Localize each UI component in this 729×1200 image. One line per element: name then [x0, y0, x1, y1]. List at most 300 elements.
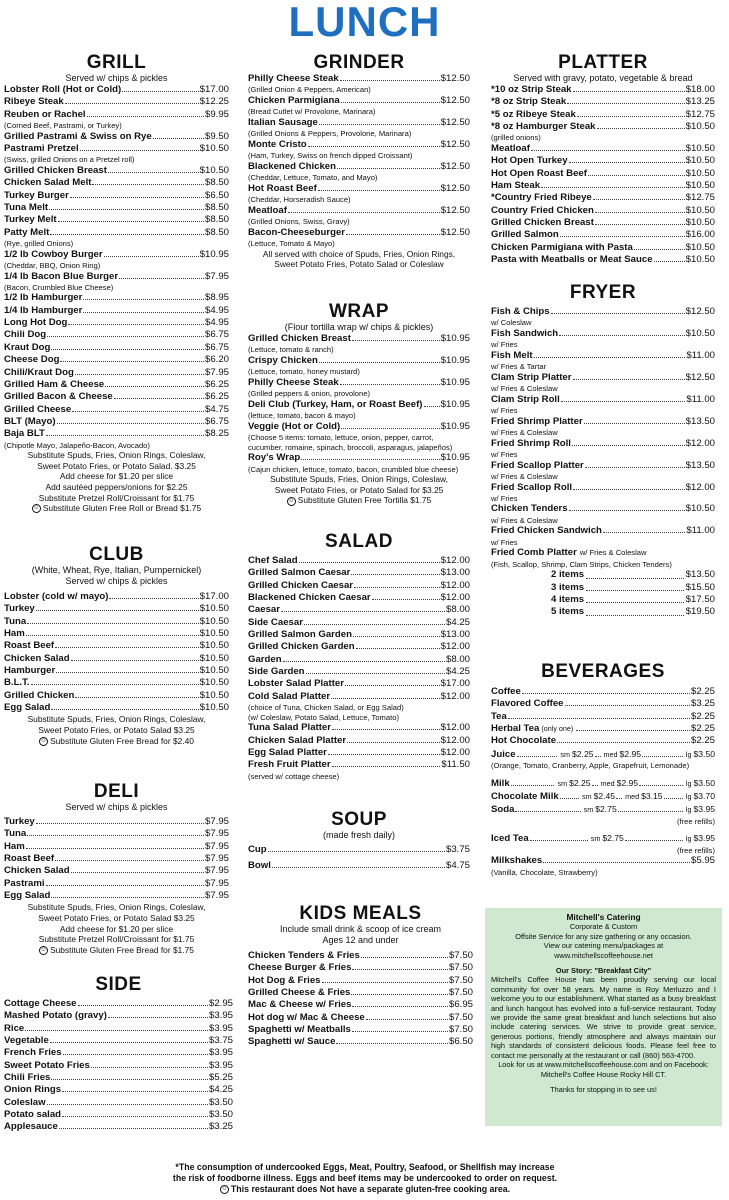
dot-leader	[306, 673, 445, 674]
kids-subtitle-ages: Ages 12 and under	[322, 935, 399, 945]
catering-box	[485, 908, 722, 1126]
menu-item-note: w/ Coleslaw	[491, 318, 532, 328]
menu-item-name: Cold Salad Platter	[248, 690, 331, 702]
menu-item-row	[4, 1035, 233, 1047]
menu-item-name: *Country Fried Ribeye	[491, 192, 592, 204]
beverage-row	[491, 686, 715, 698]
menu-item-name: Chicken Tenders & Fries	[248, 950, 360, 961]
info-line: Substitute Spuds, Fries, Onion Rings, Coleslaw,	[27, 902, 206, 913]
gluten-free-icon: ☺	[33, 505, 40, 512]
menu-item-row	[4, 690, 229, 702]
dot-leader	[87, 116, 204, 117]
menu-item-note: (Grilled Onion & Peppers, American)	[248, 85, 371, 95]
menu-item-name: Chicken Salad	[4, 865, 70, 877]
menu-item-price: $7.50	[448, 1011, 473, 1023]
menu-item-note: (Lettuce, tomato, honey mustard)	[248, 367, 360, 377]
size-label-med: med	[603, 749, 618, 759]
menu-item-name: Long Hot Dog	[4, 317, 68, 329]
menu-item-name: Mac & Cheese w/ Fries	[248, 999, 352, 1011]
menu-item-row	[4, 1023, 233, 1035]
menu-item-name: Grilled Ham & Cheese	[4, 378, 105, 390]
dot-leader	[332, 729, 440, 730]
kids-items	[248, 950, 473, 1049]
size-label-sm: sm	[581, 792, 592, 801]
menu-item-row	[4, 329, 229, 341]
menu-item-row	[248, 592, 470, 604]
dot-leader	[603, 532, 685, 533]
size-label-med: med	[600, 778, 615, 788]
menu-item-price: $10.50	[199, 164, 229, 176]
menu-item-price: $17.00	[440, 678, 470, 690]
menu-item-price: $12.75	[685, 192, 715, 204]
dot-leader	[595, 756, 601, 757]
beverage-price-med: $2.95	[616, 777, 639, 788]
dot-leader	[543, 862, 690, 863]
menu-item-price: $10.50	[199, 603, 229, 615]
dot-leader	[586, 606, 684, 615]
dot-leader	[318, 190, 440, 191]
menu-item-row	[248, 735, 470, 747]
menu-item-name: Grilled Chicken Garden	[248, 641, 355, 653]
menu-item-row	[248, 987, 473, 999]
menu-item-row	[248, 1036, 473, 1048]
dot-leader	[634, 249, 685, 250]
menu-item-name: Chicken Parmigiana with Pasta	[491, 241, 633, 253]
beverage-row	[491, 832, 715, 845]
dot-leader	[352, 1006, 448, 1007]
menu-item-row	[248, 604, 470, 616]
dot-leader	[573, 91, 685, 92]
info-line: Substitute Spuds, Fries, Onion Rings, Coleslaw,	[27, 714, 206, 725]
menu-item-row	[4, 890, 229, 902]
dot-leader	[522, 693, 690, 694]
dot-leader	[55, 647, 199, 648]
dot-leader	[551, 313, 685, 314]
dot-leader	[572, 445, 685, 446]
fryer-combo-row	[491, 547, 715, 559]
menu-item-name: Turkey Melt	[4, 214, 57, 226]
menu-item-name: Cup	[248, 844, 267, 855]
club-subtitle-served: Served w/ chips & pickles	[65, 576, 168, 586]
menu-item-row	[248, 95, 470, 107]
menu-item-row	[4, 165, 229, 177]
menu-item-row	[248, 377, 470, 389]
menu-item-row	[4, 628, 229, 640]
menu-item-note: (Cheddar, Lettuce, Tomato, and Mayo)	[248, 173, 378, 183]
info-line: Substitute Pretzel Roll/Croissant for $1.75	[38, 934, 195, 945]
grill-gf-note	[4, 503, 229, 514]
menu-item-price: $6.75	[204, 415, 229, 427]
menu-item-price: $3.75	[445, 844, 470, 855]
menu-item-row	[4, 998, 233, 1010]
menu-item-price: $17.00	[199, 591, 229, 602]
menu-item-name: Grilled Cheese & Fries	[248, 987, 351, 999]
menu-item-price: $10.50	[199, 652, 229, 664]
menu-item-price: $10.95	[440, 354, 470, 366]
fryer-combo-note: (Fish, Scallop, Shrimp, Clam Strips, Chicken Tenders)	[491, 559, 672, 569]
dot-leader	[331, 698, 440, 699]
size-label-lg: lg	[685, 749, 692, 759]
menu-item-row	[4, 177, 229, 189]
menu-item-name: Applesauce	[4, 1121, 58, 1133]
dot-leader	[26, 635, 199, 636]
menu-item-price: $9.50	[204, 130, 229, 142]
menu-item-name: Chicken Salad Platter	[248, 734, 347, 746]
menu-item-price: $3.50	[208, 1109, 233, 1121]
menu-item-name: Meatloaf	[248, 204, 287, 216]
menu-item-row	[248, 722, 470, 734]
menu-item-price: $4.75	[445, 860, 470, 872]
beverage-price: $3.25	[690, 698, 715, 710]
menu-item-price: $6.25	[204, 378, 229, 390]
menu-item-name: Tuna Salad Platter	[248, 722, 331, 734]
menu-item-price: $10.95	[440, 452, 470, 464]
gluten-free-icon: ☺	[40, 947, 47, 954]
menu-item-price: $3.25	[208, 1121, 233, 1133]
menu-item-price: $4.95	[204, 304, 229, 316]
menu-item-row	[491, 503, 715, 515]
beverage-price-med: $3.15	[641, 791, 663, 801]
menu-item-row	[248, 452, 470, 464]
beverage-row	[491, 748, 715, 761]
beverage-row	[491, 735, 715, 747]
menu-item-name: Chili Fries	[4, 1072, 51, 1084]
menu-item-price: $2.95	[208, 998, 233, 1009]
menu-item-price: $12.50	[440, 204, 470, 216]
info-line: Sweet Potato Fries, Potato Salad or Coleslaw	[274, 259, 444, 270]
menu-item-price: $10.50	[685, 241, 715, 253]
dot-leader	[268, 851, 445, 852]
beverage-name: Flavored Coffee	[491, 698, 564, 710]
menu-item-row	[4, 190, 229, 202]
menu-item-name: *5 oz Ribeye Steak	[491, 108, 576, 120]
soup-items	[248, 844, 470, 873]
menu-item-price: $3.95	[208, 1059, 233, 1071]
menu-item-note: (Corned Beef, Pastrami, or Turkey)	[4, 121, 122, 131]
menu-item-name: Hot Roast Beef	[248, 182, 317, 194]
menu-item-name: Fried Scallop Platter	[491, 459, 584, 471]
dot-leader	[354, 587, 440, 588]
info-line: Substitute Pretzel Roll/Croissant for $1.75	[38, 492, 195, 503]
combo-size-label: 5 items	[551, 606, 585, 618]
dot-leader	[47, 336, 204, 337]
fryer-combo-name: Fried Comb Platter	[491, 547, 577, 559]
menu-item-name: Kraut Dog	[4, 341, 51, 353]
menu-item-note: (Cheddar, Horseradish Sauce)	[248, 195, 351, 205]
dot-leader	[108, 1017, 208, 1018]
dot-leader	[47, 1104, 208, 1105]
menu-item-price: $12.75	[685, 108, 715, 120]
beverage-price: $2.25	[690, 686, 715, 697]
menu-item-row	[4, 1109, 233, 1121]
combo-size-label: 4 items	[551, 593, 585, 605]
dot-leader	[319, 362, 440, 363]
menu-item-row	[248, 654, 470, 666]
dot-leader	[65, 103, 199, 104]
menu-item-name: B.L.T.	[4, 677, 30, 689]
wrap-gf-note	[248, 495, 470, 506]
dot-leader	[573, 379, 685, 380]
dot-leader	[63, 1054, 208, 1055]
menu-item-name: 1/2 lb Cowboy Burger	[4, 248, 103, 260]
dot-leader	[68, 324, 204, 325]
menu-item-row	[4, 702, 229, 714]
size-label-sm: sm	[557, 778, 568, 788]
menu-item-name: Lobster Salad Platter	[248, 678, 344, 690]
menu-item-name: Blackened Chicken Caesar	[248, 592, 371, 604]
info-line: www.mitchellscoffeehouse.net	[554, 950, 653, 960]
menu-item-price: $7.50	[448, 974, 473, 986]
menu-item-note: w/ Fries & Coleslaw	[491, 428, 558, 438]
menu-item-price: $10.50	[685, 327, 715, 339]
menu-item-row	[248, 355, 470, 367]
menu-item-name: Grilled Bacon & Cheese	[4, 391, 113, 403]
menu-item-price: $10.95	[440, 398, 470, 410]
menu-item-name: Grilled Salmon Caesar	[248, 567, 351, 579]
dot-leader	[346, 234, 440, 235]
grill-gf-text: Substitute Gluten Free Roll or Bread $1.75	[42, 503, 202, 514]
catering-thanks: Thanks for stopping in to see us!	[550, 1084, 657, 1094]
dot-leader	[573, 489, 685, 490]
dot-leader	[560, 236, 685, 237]
dot-leader	[46, 435, 204, 436]
menu-item-row	[4, 640, 229, 652]
wrap-gf-text: Substitute Gluten Free Tortilla $1.75	[297, 495, 432, 506]
menu-item-note: (Swiss, grilled Onions on a Pretzel roll)	[4, 155, 135, 165]
beverages-heading: BEVERAGES	[541, 661, 665, 682]
dot-leader	[345, 685, 440, 686]
combo-size-price: $13.50	[685, 569, 715, 581]
menu-item-name: Fried Shrimp Roll	[491, 437, 571, 449]
menu-item-price: $12.50	[685, 371, 715, 383]
menu-item-row	[4, 131, 229, 143]
dot-leader	[337, 168, 440, 169]
menu-item-price: $7.95	[204, 270, 229, 282]
menu-item-row	[248, 666, 470, 678]
menu-item-row	[248, 421, 470, 433]
menu-item-price: $13.00	[440, 629, 470, 641]
menu-item-name: Grilled Salmon Garden	[248, 629, 352, 641]
dot-leader	[577, 116, 685, 117]
menu-item-price: $18.00	[685, 84, 715, 95]
menu-item-name: Fish & Chips	[491, 306, 550, 317]
menu-item-name: Hamburger	[4, 665, 56, 677]
menu-item-price: $10.50	[199, 665, 229, 677]
grinder-section	[248, 53, 470, 270]
dot-leader	[27, 623, 198, 624]
menu-item-row	[4, 84, 229, 96]
dot-leader	[531, 150, 685, 151]
beverage-name: Juice	[491, 748, 516, 760]
menu-item-price: $10.50	[199, 702, 229, 714]
menu-item-name: Tuna Melt	[4, 201, 49, 213]
dot-leader	[104, 256, 199, 257]
info-line: Add cheese for $1.20 per slice	[59, 471, 174, 482]
menu-item-row	[491, 121, 715, 133]
menu-item-name: Garden	[248, 653, 282, 665]
menu-item-row	[4, 853, 229, 865]
menu-item-price: $10.50	[199, 615, 229, 627]
combo-size-price: $19.50	[685, 606, 715, 618]
menu-item-price: $3.95	[208, 1010, 233, 1022]
platter-heading: PLATTER	[558, 52, 648, 73]
menu-item-price: $7.50	[448, 962, 473, 974]
menu-item-row	[4, 391, 229, 403]
menu-item-name: Grilled Salmon	[491, 229, 559, 241]
menu-item-name: Grilled Chicken Breast	[4, 164, 107, 176]
dot-leader	[25, 1030, 208, 1031]
menu-item-note: w/ Fries & Coleslaw	[491, 384, 558, 394]
menu-item-name: Fish Sandwich	[491, 327, 559, 339]
menu-item-name: Grilled Cheese	[4, 403, 72, 415]
menu-item-name: Fried Shrimp Platter	[491, 415, 583, 427]
beverage-price: $2.25	[690, 735, 715, 747]
dot-leader	[83, 312, 204, 313]
disclaimer-line-2: the risk of foodborne illness. Eggs and beef items may be undercooked to order on request.	[172, 1173, 558, 1183]
menu-item-name: Patty Melt	[4, 226, 50, 238]
dot-leader	[515, 811, 580, 812]
menu-item-name: Onion Rings	[4, 1084, 62, 1096]
dot-leader	[272, 867, 445, 868]
menu-item-price: $6.20	[204, 354, 229, 366]
dot-leader	[60, 361, 204, 362]
menu-item-row	[491, 482, 715, 494]
menu-item-row	[4, 1072, 233, 1084]
disclaimer-line-3	[60, 1184, 670, 1195]
menu-item-row	[4, 865, 229, 877]
menu-item-row	[4, 214, 229, 226]
menu-item-price: $3.95	[208, 1022, 233, 1034]
dot-leader	[366, 1019, 448, 1020]
dot-leader	[347, 742, 440, 743]
menu-item-note: (Choose 5 items: tomato, lettuce, onion, pepper, carrot,	[248, 433, 434, 443]
menu-item-name: Egg Salad	[4, 890, 51, 902]
menu-item-price: $10.50	[199, 689, 229, 701]
menu-item-price: $7.95	[204, 890, 229, 902]
menu-item-price: $12.50	[685, 306, 715, 317]
grinder-items	[248, 73, 470, 249]
menu-item-price: $3.50	[208, 1096, 233, 1108]
dot-leader	[62, 1116, 208, 1117]
menu-item-row	[491, 460, 715, 472]
fryer-combo-with: w/ Fries & Coleslaw	[579, 548, 647, 558]
menu-item-name: Turkey	[4, 816, 35, 827]
menu-item-price: $10.50	[199, 628, 229, 640]
club-items	[4, 591, 229, 714]
size-label-sm: sm	[583, 805, 594, 815]
menu-item-row	[491, 242, 715, 254]
menu-item-name: Rice	[4, 1022, 25, 1034]
menu-item-note: w/ Fries	[491, 537, 518, 547]
catering-title: Mitchell's Catering	[566, 912, 641, 922]
menu-item-row	[4, 367, 229, 379]
info-line: Add sautéed peppers/onions for $2.25	[45, 481, 188, 492]
menu-item-name: Crispy Chicken	[248, 354, 318, 366]
menu-item-note: (Grilled Onions, Swiss, Gravy)	[248, 216, 350, 226]
menu-item-row	[248, 117, 470, 129]
menu-item-price: $7.50	[448, 950, 473, 961]
dot-leader	[586, 569, 684, 578]
deli-gf-note	[4, 945, 229, 956]
dot-leader	[569, 162, 685, 163]
beverage-note: (free refills)	[677, 845, 715, 855]
dot-leader	[353, 636, 440, 637]
grill-heading: GRILL	[86, 52, 147, 73]
menu-item-name: Cheese Burger & Fries	[248, 962, 352, 974]
dot-leader	[424, 406, 440, 407]
beverage-price-med: $2.95	[619, 748, 642, 759]
menu-item-price: $11.50	[441, 759, 470, 771]
menu-item-name: 1/4 lb Bacon Blue Burger	[4, 270, 119, 282]
menu-item-row	[491, 109, 715, 121]
fryer-combo-sizes	[491, 569, 715, 618]
menu-item-row	[4, 109, 229, 121]
info-line: Sweet Potato Fries, or Potato Salad. $3.25	[37, 460, 196, 471]
dot-leader	[80, 150, 199, 151]
dot-leader	[51, 1079, 208, 1080]
menu-item-price: $10.95	[199, 248, 229, 260]
size-label-lg: lg	[685, 834, 692, 844]
dot-leader	[75, 374, 204, 375]
soup-subtitle: (made fresh daily)	[322, 830, 396, 840]
dot-leader	[78, 1005, 208, 1006]
menu-item-price: $7.95	[204, 816, 229, 827]
deli-heading: DELI	[93, 781, 140, 802]
menu-item-row	[248, 567, 470, 579]
info-line: Corporate & Custom	[569, 922, 638, 932]
menu-item-price: $12.50	[440, 226, 470, 238]
menu-item-name: Fish Melt	[491, 349, 533, 361]
menu-item-row	[248, 759, 470, 771]
combo-size-row	[491, 582, 715, 594]
menu-item-name: Side Garden	[248, 666, 305, 678]
dot-leader	[597, 128, 685, 129]
menu-item-name: Veggie (Hot or Cold)	[248, 420, 341, 432]
platter-items	[491, 84, 715, 266]
menu-item-price: $12.00	[440, 747, 470, 758]
menu-item-row	[491, 84, 715, 96]
menu-item-name: Potato salad	[4, 1109, 62, 1121]
disclaimer-line-1: *The consumption of undercooked Eggs, Meat, Poultry, Seafood, or Shellfish may increase	[175, 1162, 555, 1172]
menu-item-price: $10.50	[199, 640, 229, 652]
menu-item-note: w/ Fries & Tartar	[491, 362, 547, 372]
dot-leader	[283, 661, 445, 662]
menu-item-price: $10.50	[685, 121, 715, 133]
menu-item-name: Chicken Salad Melt	[4, 177, 92, 189]
dot-leader	[584, 423, 685, 424]
menu-item-name: Roy's Wrap	[248, 452, 301, 464]
dot-leader	[340, 80, 440, 81]
menu-item-name: Philly Cheese Steak	[248, 376, 339, 388]
menu-item-name: Bacon-Cheeseburger	[248, 226, 346, 238]
dot-leader	[664, 798, 683, 799]
dot-leader	[75, 697, 198, 698]
menu-item-row	[4, 404, 229, 416]
beverage-name: Iced Tea	[491, 833, 529, 845]
beverage-price: $5.95	[690, 855, 715, 867]
beverage-row	[491, 698, 715, 710]
menu-item-price: $12.00	[685, 437, 715, 449]
menu-item-price: $13.50	[685, 415, 715, 427]
beverages-sized-items	[491, 748, 715, 877]
club-gf-text: Substitute Gluten Free Bread for $2.40	[50, 735, 194, 746]
info-line: Offsite Service for any size gathering or any occasion.	[515, 931, 692, 941]
club-section	[4, 545, 229, 746]
dot-leader	[372, 599, 440, 600]
menu-item-name: Clam Strip Roll	[491, 393, 560, 405]
menu-item-name: Reuben or Rachel	[4, 108, 86, 120]
menu-item-name: Bowl	[248, 860, 271, 872]
